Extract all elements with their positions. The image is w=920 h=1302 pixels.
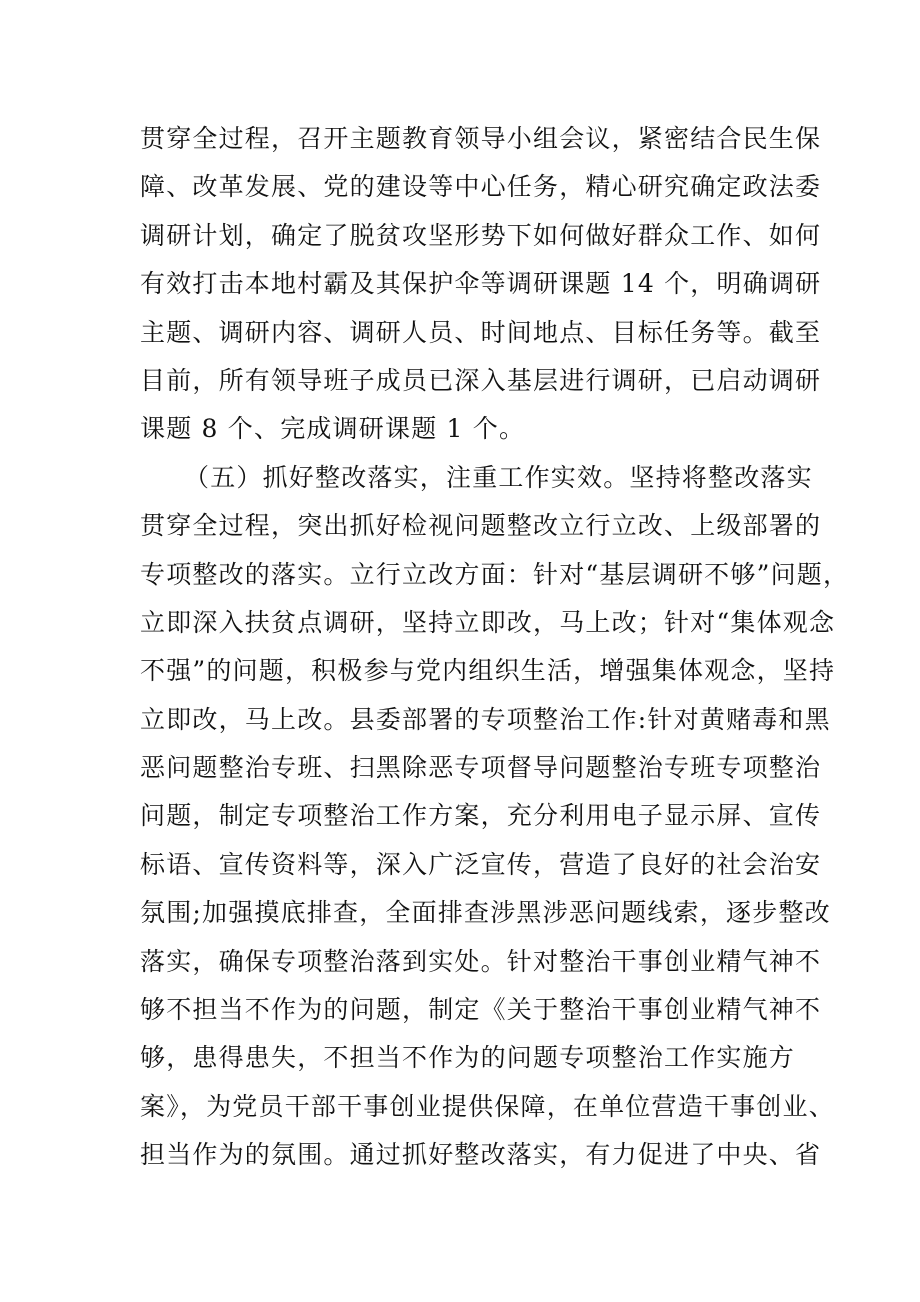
body-text [140,115,850,1180]
text-line: 有效打击本地村霸及其保护伞等调研课题 14 个，明确调研 [140,269,822,299]
text-line: 恶问题整治专班、扫黑除恶专项督导问题整治专班专项整治 [140,753,822,783]
text-line: 够，患得患失，不担当不作为的问题专项整治工作实施方 [140,1043,796,1073]
text-line: 立即改，马上改。县委部署的专项整治工作:针对黄赌毒和黑 [140,704,831,734]
text-line: 调研计划，确定了脱贫攻坚形势下如何做好群众工作、如何 [140,220,822,250]
text-line: 不强”的问题，积极参与党内组织生活，增强集体观念，坚持 [140,656,836,686]
section-heading-line: （五）抓好整改落实，注重工作实效。坚持将整改落实 [184,462,813,492]
text-line: 贯穿全过程，召开主题教育领导小组会议，紧密结合民生保 [140,124,822,153]
text-line: 专项整改的落实。立行立改方面：针对“基层调研不够”问题， [140,559,850,589]
text-line: 落实，确保专项整治落到实处。针对整治干事创业精气神不 [140,946,822,976]
text-line: 障、改革发展、党的建设等中心任务，精心研究确定政法委 [140,172,822,202]
text-line: 课题 8 个、完成调研课题 1 个。 [140,414,526,444]
text-line: 立即深入扶贫点调研，坚持立即改，马上改；针对“集体观念 [140,607,836,637]
text-line: 担当作为的氛围。通过抓好整改落实，有力促进了中央、省 [140,1140,822,1170]
text-line: 标语、宣传资料等，深入广泛宣传，营造了良好的社会治安 [140,849,822,879]
text-line: 目前，所有领导班子成员已深入基层进行调研，已启动调研 [140,365,822,395]
text-line: 氛围;加强摸底排查，全面排查涉黑涉恶问题线索，逐步整改 [140,898,831,928]
text-line: 主题、调研内容、调研人员、时间地点、目标任务等。截至 [140,317,822,347]
text-line: 案》，为党员干部干事创业提供保障，在单位营造干事创业、 [140,1091,835,1121]
text-line: 贯穿全过程，突出抓好检视问题整改立行立改、上级部署的 [140,511,822,541]
text-line: 够不担当不作为的问题，制定《关于整治干事创业精气神不 [140,995,822,1025]
text-line: 问题，制定专项整治工作方案，充分利用电子显示屏、宣传 [140,801,822,831]
